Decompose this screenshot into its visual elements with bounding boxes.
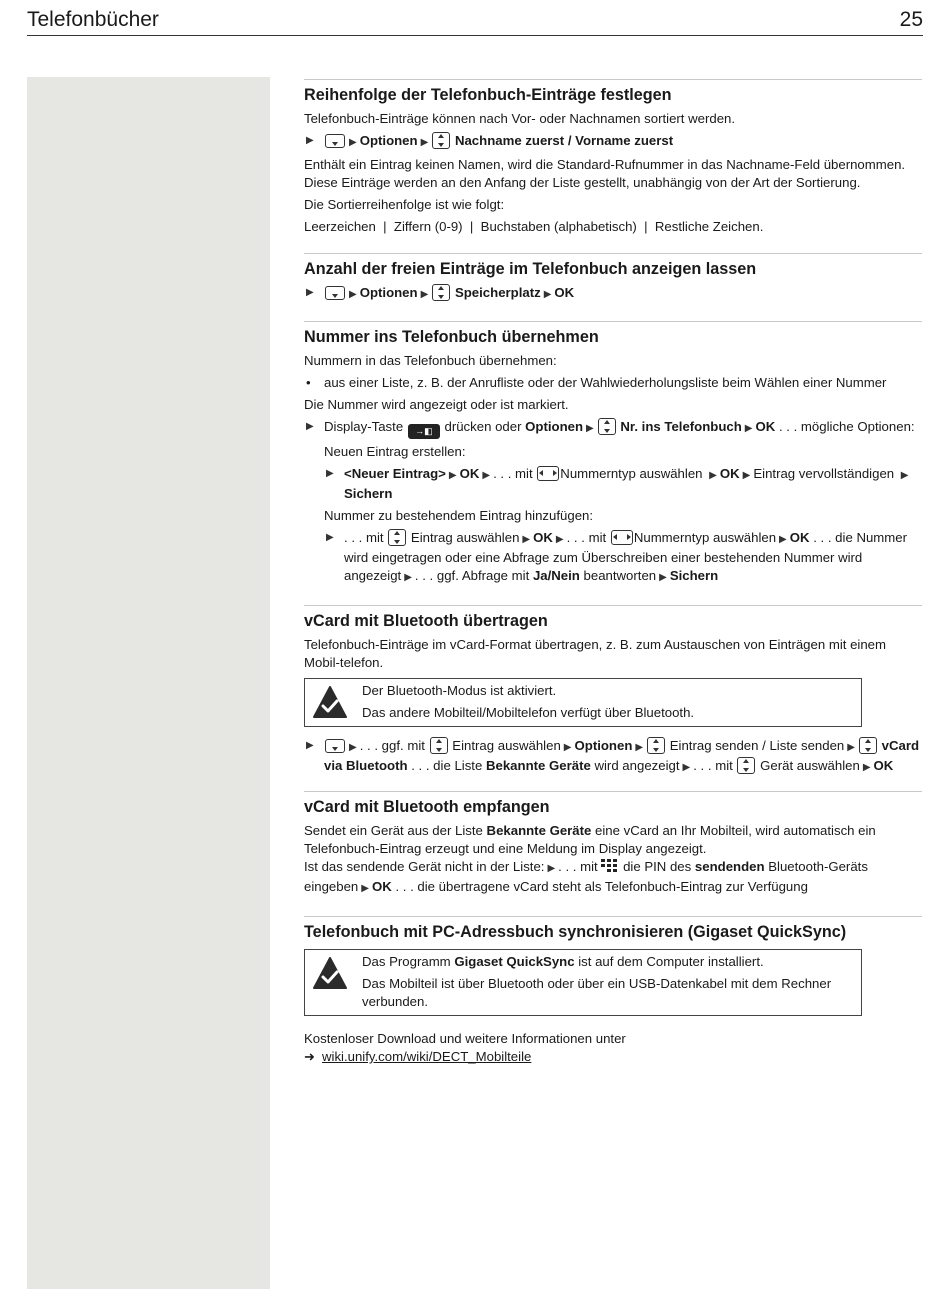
- list-item: • aus einer Liste, z. B. der Anrufliste oder der Wahlwiederholungsliste beim Wählen einer Nummer: [304, 374, 922, 392]
- instruction-step: [304, 418, 922, 439]
- paragraph: Telefonbuch-Einträge können nach Vor- oder Nachnamen sortiert werden.: [304, 111, 736, 126]
- instruction-step: [304, 284, 922, 304]
- sub-heading: Neuen Eintrag erstellen:: [324, 444, 466, 459]
- arrow-right-icon: ▶: [659, 572, 667, 583]
- arrow-right-icon: ▶: [847, 742, 855, 753]
- navigation-key-icon: [388, 529, 406, 546]
- link-arrow-icon: ➜: [304, 1049, 315, 1064]
- navigation-key-icon: [859, 737, 877, 754]
- section-title: Nummer ins Telefonbuch übernehmen: [304, 328, 599, 346]
- emphasis: sendenden: [694, 859, 765, 874]
- section-vcard-send: [304, 605, 922, 777]
- text: wird angezeigt: [594, 758, 680, 773]
- arrow-right-icon: ▶: [306, 740, 314, 751]
- section-copy-number: [304, 321, 922, 587]
- arrow-right-icon: ▶: [326, 532, 334, 543]
- navigation-key-icon: [737, 757, 755, 774]
- left-right-key-icon: [537, 466, 559, 481]
- arrow-right-icon: ▶: [326, 468, 334, 479]
- menu-optionen: Optionen: [359, 285, 418, 300]
- menu-optionen: Optionen: [574, 738, 633, 753]
- note-line: Das andere Mobilteil/Mobiltelefon verfügt über Bluetooth.: [362, 705, 695, 720]
- text: . . . ggf. Abfrage mit: [414, 568, 530, 583]
- arrow-right-icon: ▶: [420, 289, 429, 300]
- menu-ok: OK: [719, 466, 740, 481]
- instruction-step: [304, 737, 922, 777]
- arrow-right-icon: ▶: [404, 572, 412, 583]
- instruction-step: [324, 465, 922, 503]
- text: . . . mit: [566, 530, 607, 545]
- text: . . . die Liste: [411, 758, 483, 773]
- menu-nr-ins-telefonbuch: Nr. ins Telefonbuch: [620, 419, 742, 434]
- menu-bekannte-geraete: Bekannte Geräte: [485, 758, 591, 773]
- menu-key-icon: [325, 739, 345, 753]
- text: Display-Taste: [324, 419, 404, 434]
- program-name: Gigaset QuickSync: [454, 954, 575, 969]
- menu-ok: OK: [554, 285, 575, 300]
- arrow-right-icon: ▶: [349, 289, 357, 300]
- prerequisite-note: [304, 678, 862, 727]
- menu-ok: OK: [371, 879, 392, 894]
- text: Nummerntyp auswählen: [633, 530, 777, 545]
- paragraph: Die Sortierreihenfolge ist wie folgt:: [304, 197, 505, 212]
- arrow-right-icon: ▶: [420, 137, 429, 148]
- sidebar-margin: [27, 77, 270, 1289]
- text: Bluetooth-Geräts eingeben: [304, 859, 868, 894]
- arrow-right-icon: ▶: [900, 470, 909, 481]
- arrow-right-icon: ▶: [555, 534, 564, 545]
- text: Sendet ein Gerät aus der Liste: [304, 823, 483, 838]
- text: ist auf dem Computer installiert.: [578, 954, 764, 969]
- arrow-right-icon: ▶: [742, 470, 751, 481]
- arrow-right-icon: ▶: [563, 742, 572, 753]
- arrow-right-icon: ▶: [349, 742, 357, 753]
- section-title: Telefonbuch mit PC-Adressbuch synchronisieren (Gigaset QuickSync): [304, 923, 847, 941]
- note-line: Das Mobilteil ist über Bluetooth oder über ein USB-Datenkabel mit dem Rechner verbunden.: [362, 976, 832, 1009]
- text: . . . ggf. mit: [359, 738, 425, 753]
- prerequisite-note: [304, 949, 862, 1016]
- menu-key-icon: [325, 134, 345, 148]
- section-title: Reihenfolge der Telefonbuch-Einträge festlegen: [304, 86, 672, 104]
- menu-ok: OK: [533, 530, 553, 545]
- arrow-right-icon: ▶: [779, 534, 787, 545]
- text: drücken oder: [444, 419, 522, 434]
- link-row: [304, 1048, 922, 1066]
- text: . . . die übertragene vCard steht als Telefonbuch-Eintrag zur Verfügung: [395, 879, 808, 894]
- paragraph: [304, 822, 922, 858]
- paragraph: [304, 858, 922, 898]
- paragraph: Die Nummer wird angezeigt oder ist markiert.: [304, 397, 569, 412]
- menu-speicherplatz: Speicherplatz: [454, 285, 541, 300]
- chapter-title: Telefonbücher: [27, 8, 159, 31]
- arrow-right-icon: ▶: [862, 762, 871, 773]
- sort-order-list: Leerzeichen | Ziffern (0-9) | Buchstaben (alphabetisch) | Restliche Zeichen.: [304, 219, 764, 234]
- text: . . . mit: [693, 758, 733, 773]
- text: beantworten: [583, 568, 657, 583]
- paragraph: Kostenloser Download und weitere Informationen unter: [304, 1031, 626, 1046]
- sub-heading: Nummer zu bestehendem Eintrag hinzufügen:: [324, 508, 594, 523]
- arrow-right-icon: ▶: [709, 470, 717, 481]
- text: . . . mit: [558, 859, 598, 874]
- paragraph: Nummern in das Telefonbuch übernehmen:: [304, 353, 557, 368]
- text: . . . mit: [493, 466, 533, 481]
- menu-ja-nein: Ja/Nein: [532, 568, 580, 583]
- navigation-key-icon: [647, 737, 665, 754]
- navigation-key-icon: [432, 284, 450, 301]
- menu-sichern: Sichern: [344, 486, 393, 501]
- text: Eintrag auswählen: [410, 530, 520, 545]
- navigation-key-icon: [432, 132, 450, 149]
- text: Eintrag senden / Liste senden: [669, 738, 845, 753]
- display-key-icon: →◧: [408, 424, 440, 439]
- section-title: vCard mit Bluetooth übertragen: [304, 612, 548, 630]
- section-sort-order: [304, 79, 922, 236]
- page-number: 25: [899, 8, 923, 31]
- arrow-right-icon: ▶: [682, 762, 691, 773]
- section-quicksync: [304, 916, 922, 1066]
- page-header: [27, 6, 923, 36]
- arrow-right-icon: ▶: [586, 423, 594, 434]
- left-right-key-icon: [611, 530, 633, 545]
- text: Nummerntyp auswählen: [560, 466, 703, 481]
- main-content: [304, 79, 922, 1066]
- text: die PIN des: [623, 859, 692, 874]
- text: Gerät auswählen: [760, 758, 860, 773]
- arrow-right-icon: ▶: [448, 470, 457, 481]
- keypad-icon: [601, 859, 619, 873]
- arrow-right-icon: ▶: [547, 863, 556, 874]
- text: Eintrag auswählen: [452, 738, 561, 753]
- menu-ok: OK: [459, 466, 480, 481]
- arrow-right-icon: ▶: [482, 470, 491, 481]
- menu-key-icon: [325, 286, 345, 300]
- menu-vcard-via-bluetooth: vCard via Bluetooth: [324, 738, 920, 773]
- menu-optionen: Optionen: [525, 419, 584, 434]
- text: eine vCard an Ihr Mobilteil, wird automatisch ein Telefonbuch-Eintrag erzeugt und eine Meldung im Display angezeigt.: [304, 823, 876, 856]
- navigation-key-icon: [430, 737, 448, 754]
- arrow-right-icon: ▶: [744, 423, 753, 434]
- instruction-step: [304, 132, 922, 152]
- section-vcard-receive: [304, 791, 922, 898]
- paragraph: Enthält ein Eintrag keinen Namen, wird die Standard-Rufnummer in das Nachname-Feld übernommen. Diese Einträge werden an den Anfang der Liste gestellt, unabhängig von der Art der Sortierung.: [304, 157, 906, 190]
- arrow-right-icon: ▶: [306, 421, 314, 432]
- arrow-right-icon: ▶: [349, 137, 357, 148]
- text: . . . mögliche Optionen:: [778, 419, 915, 434]
- arrow-right-icon: ▶: [543, 289, 552, 300]
- menu-ok: OK: [789, 530, 810, 545]
- arrow-right-icon: ▶: [361, 883, 369, 894]
- download-link[interactable]: wiki.unify.com/wiki/DECT_Mobilteile: [322, 1049, 532, 1064]
- text: Das Programm: [362, 954, 451, 969]
- text: Ist das sendende Gerät nicht in der Liste:: [304, 859, 545, 874]
- menu-ok: OK: [755, 419, 776, 434]
- section-title: Anzahl der freien Einträge im Telefonbuch anzeigen lassen: [304, 260, 757, 278]
- menu-bekannte-geraete: Bekannte Geräte: [486, 823, 592, 838]
- paragraph: Telefonbuch-Einträge im vCard-Format übertragen, z. B. zum Austauschen von Einträgen mit einem Mobil-telefon.: [304, 637, 886, 670]
- note-line: [362, 953, 853, 971]
- note-line: Der Bluetooth-Modus ist aktiviert.: [362, 683, 557, 698]
- menu-choice: Nachname zuerst / Vorname zuerst: [454, 133, 674, 148]
- text: . . . mit: [344, 530, 384, 545]
- arrow-right-icon: ▶: [522, 534, 531, 545]
- instruction-step: [324, 529, 922, 587]
- navigation-key-icon: [598, 418, 616, 435]
- menu-optionen: Optionen: [359, 133, 418, 148]
- arrow-right-icon: ▶: [635, 742, 644, 753]
- menu-neuer-eintrag: <Neuer Eintrag>: [344, 466, 446, 481]
- warning-check-icon: [313, 686, 347, 718]
- arrow-right-icon: ▶: [306, 135, 314, 146]
- section-title: vCard mit Bluetooth empfangen: [304, 798, 550, 816]
- menu-ok: OK: [873, 758, 894, 773]
- text: . . . die Nummer wird eingetragen oder eine Abfrage zum Überschreiben einer bestehenden Nummer wird angezeigt: [344, 530, 908, 583]
- arrow-right-icon: ▶: [306, 287, 314, 298]
- text: Eintrag vervollständigen: [753, 466, 895, 481]
- warning-check-icon: [313, 957, 347, 989]
- menu-sichern: Sichern: [669, 568, 719, 583]
- section-free-entries: [304, 253, 922, 304]
